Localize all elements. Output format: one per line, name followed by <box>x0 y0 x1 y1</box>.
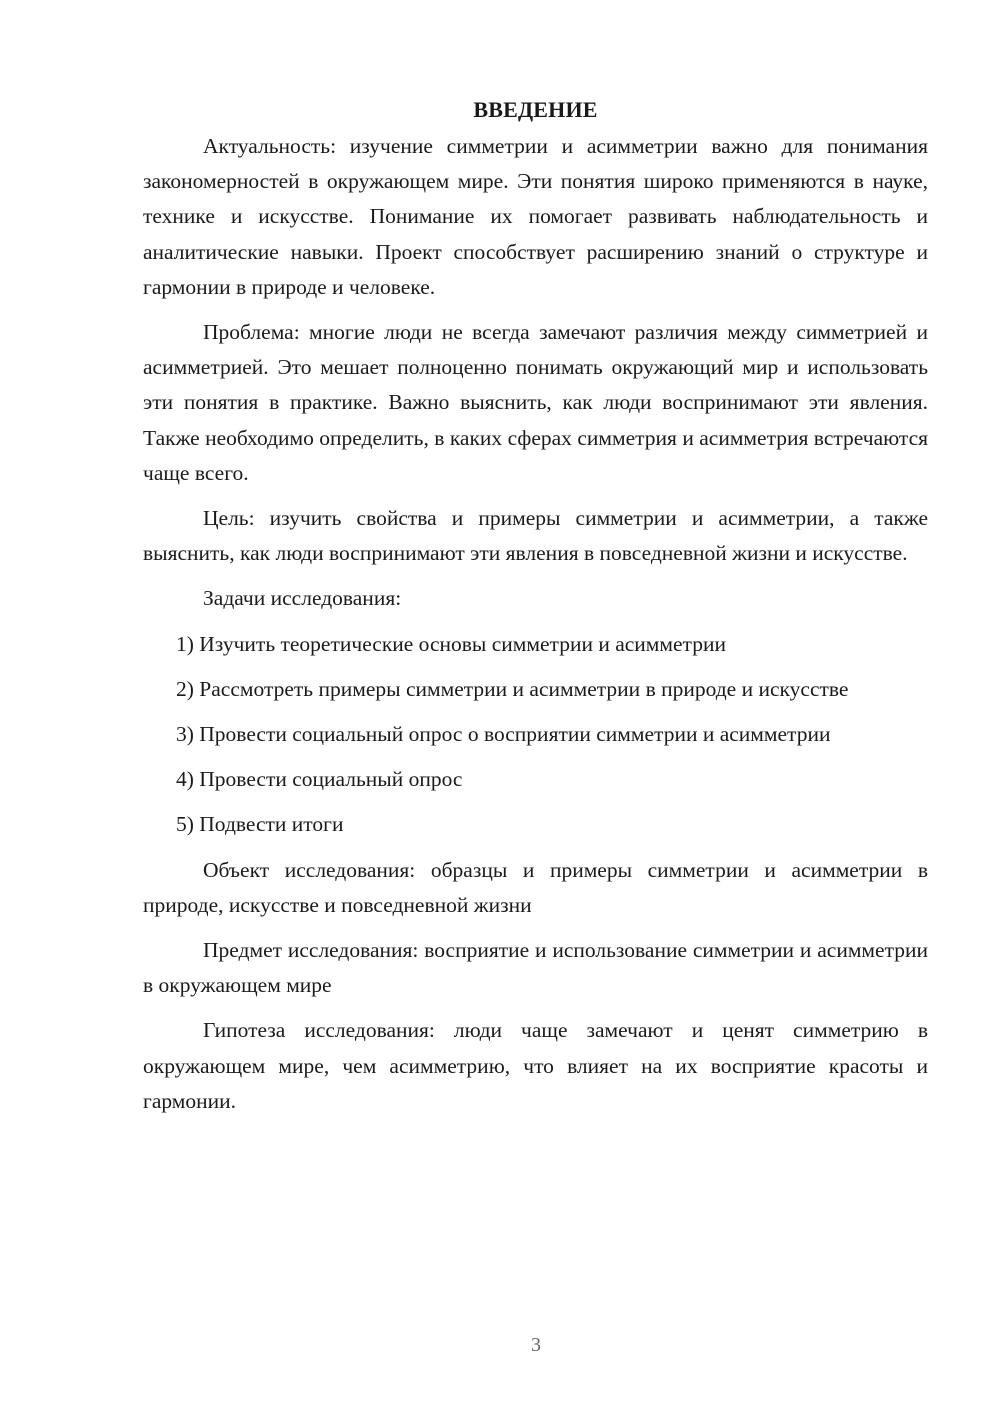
task-item-3: 3) Провести социальный опрос о восприятии симметрии и асимметрии <box>176 722 831 747</box>
paragraph-subject: Предмет исследования: восприятие и использование симметрии и асимметрии в окружающем мире <box>143 938 928 998</box>
task-item-1: 1) Изучить теоретические основы симметрии и асимметрии <box>176 631 726 656</box>
paragraph-goal: Цель: изучить свойства и примеры симметрии и асимметрии, а также выяснить, как люди воспринимают эти явления в повседневной жизни и искусстве. <box>143 506 928 566</box>
task-item-2: 2) Рассмотреть примеры симметрии и асимметрии в природе и искусстве <box>176 676 849 701</box>
document-page <box>143 92 928 1129</box>
paragraph-tasks-heading: Задачи исследования: <box>203 586 402 611</box>
paragraph-relevance: Актуальность: изучение симметрии и асимметрии важно для понимания закономерностей в окружающем мире. Эти понятия широко применяются в науке, технике и искусстве. Понимание их помогает развивать наблюдательность и аналитические навыки. Проект способствует расширению знаний о структуре и гармонии в природе и человеке. <box>143 134 928 299</box>
task-item-4: 4) Провести социальный опрос <box>176 767 463 792</box>
page-number: 3 <box>531 1334 541 1356</box>
paragraph-problem: Проблема: многие люди не всегда замечают различия между симметрией и асимметрией. Это мешает полноценно понимать окружающий мир и использовать эти понятия в практике. Важно выяснить, как люди воспринимают эти явления. Также необходимо определить, в каких сферах симметрия и асимметрия встречаются чаще всего. <box>143 320 928 485</box>
paragraph-object: Объект исследования: образцы и примеры симметрии и асимметрии в природе, искусстве и повседневной жизни <box>143 857 928 917</box>
paragraph-hypothesis: Гипотеза исследования: люди чаще замечают и ценят симметрию в окружающем мире, чем асимметрию, что влияет на их восприятие красоты и гармонии. <box>143 1018 928 1113</box>
task-item-5: 5) Подвести итоги <box>176 812 344 837</box>
section-title: ВВЕДЕНИЕ <box>473 97 598 122</box>
